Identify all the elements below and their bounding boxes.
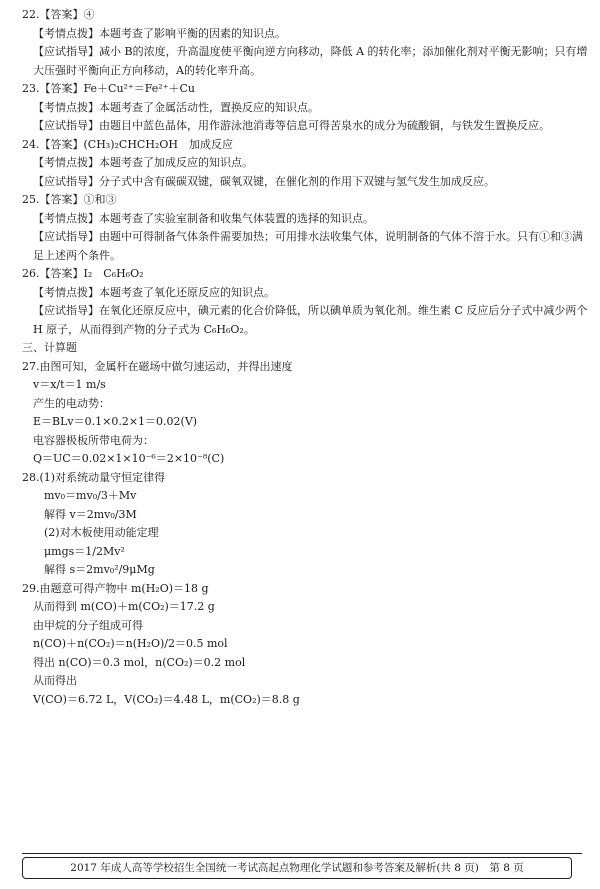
text-line: 【应试指导】在氧化还原反应中，碘元素的化合价降低，所以碘单质为氧化剂。维生素 C 反应后分子式中减少两个 H 原子，从而得到产物的分子式为 C₆H₆O₂。 — [33, 304, 588, 336]
text-line: 26.【答案】I₂ C₆H₆O₂ — [22, 267, 144, 280]
text-line: 【考情点拨】本题考查了影响平衡的因素的知识点。 — [33, 26, 286, 40]
text-line: E＝BLv＝0.1×0.2×1＝0.02(V) — [33, 415, 198, 428]
text-line: V(CO)＝6.72 L，V(CO₂)＝4.48 L，m(CO₂)＝8.8 g — [33, 692, 300, 706]
text-line: 从而得到 m(CO)＋m(CO₂)＝17.2 g — [33, 600, 215, 613]
text-line: 解得 s＝2mv₀²/9μMg — [44, 563, 155, 576]
text-line: 29.由题意可得产物中 m(H₂O)＝18 g — [22, 581, 209, 595]
text-line: 【应试指导】减小 B的浓度，升高温度使平衡向逆方向移动，降低 A 的转化率；添加催化剂对平衡无影响；只有增大压强时平衡向正方向移动，A的转化率升高。 — [33, 45, 588, 77]
text-line: v＝x/t＝1 m/s — [33, 378, 106, 391]
answer-content — [22, 6, 588, 709]
text-line: 【应试指导】分子式中含有碳碳双键，碳氧双键，在催化剂的作用下双键与氢气发生加成反应。 — [33, 174, 495, 188]
text-line: mv₀＝mv₀/3＋Mv — [44, 489, 137, 502]
text-line: (2)对木板使用动能定理 — [44, 526, 159, 539]
page-footer: 2017 年成人高等学校招生全国统一考试高起点物理化学试题和参考答案及解析(共 8 页) 第 8 页 — [22, 857, 572, 879]
text-line: 28.(1)对系统动量守恒定律得 — [22, 470, 166, 484]
text-line: 27.由图可知，金属杆在磁场中做匀速运动，并得出速度 — [22, 359, 293, 373]
text-line: 23.【答案】Fe＋Cu²⁺＝Fe²⁺＋Cu — [22, 82, 196, 95]
text-line: 三、计算题 — [22, 341, 77, 354]
text-line: 25.【答案】①和③ — [22, 193, 117, 206]
text-line: 从而得出 — [33, 674, 77, 687]
text-line: 22.【答案】④ — [22, 8, 95, 21]
text-line: μmgs＝1/2Mv² — [44, 544, 125, 558]
text-line: 【应试指导】由题中可得制备气体条件需要加热；可用排水法收集气体，说明制备的气体不溶于水。只有①和③满足上述两个条件。 — [33, 230, 583, 262]
text-line: 【应试指导】由题目中蓝色晶体，用作游泳池消毒等信息可得苦泉水的成分为硫酸铜，与铁发生置换反应。 — [33, 119, 550, 132]
text-line: 【考情点拨】本题考查了氧化还原反应的知识点。 — [33, 285, 275, 299]
text-line: 产生的电动势： — [33, 396, 110, 410]
text-line: 得出 n(CO)＝0.3 mol，n(CO₂)＝0.2 mol — [33, 655, 246, 669]
text-line: 【考情点拨】本题考查了实验室制备和收集气体装置的选择的知识点。 — [33, 211, 374, 225]
text-line: 解得 v＝2mv₀/3M — [44, 507, 137, 521]
footer-rule — [22, 853, 582, 854]
text-line: Q＝UC＝0.02×1×10⁻⁶＝2×10⁻⁸(C) — [33, 452, 225, 465]
text-line: 电容器极板所带电荷为： — [33, 433, 154, 447]
text-line: 【考情点拨】本题考查了加成反应的知识点。 — [33, 156, 253, 169]
text-line: 【考情点拨】本题考查了金属活动性，置换反应的知识点。 — [33, 100, 319, 114]
text-line: n(CO)＋n(CO₂)＝n(H₂O)/2＝0.5 mol — [33, 637, 228, 650]
text-line: 24.【答案】(CH₃)₂CHCH₂OH 加成反应 — [22, 137, 233, 151]
text-line: 由甲烷的分子组成可得 — [33, 618, 143, 632]
